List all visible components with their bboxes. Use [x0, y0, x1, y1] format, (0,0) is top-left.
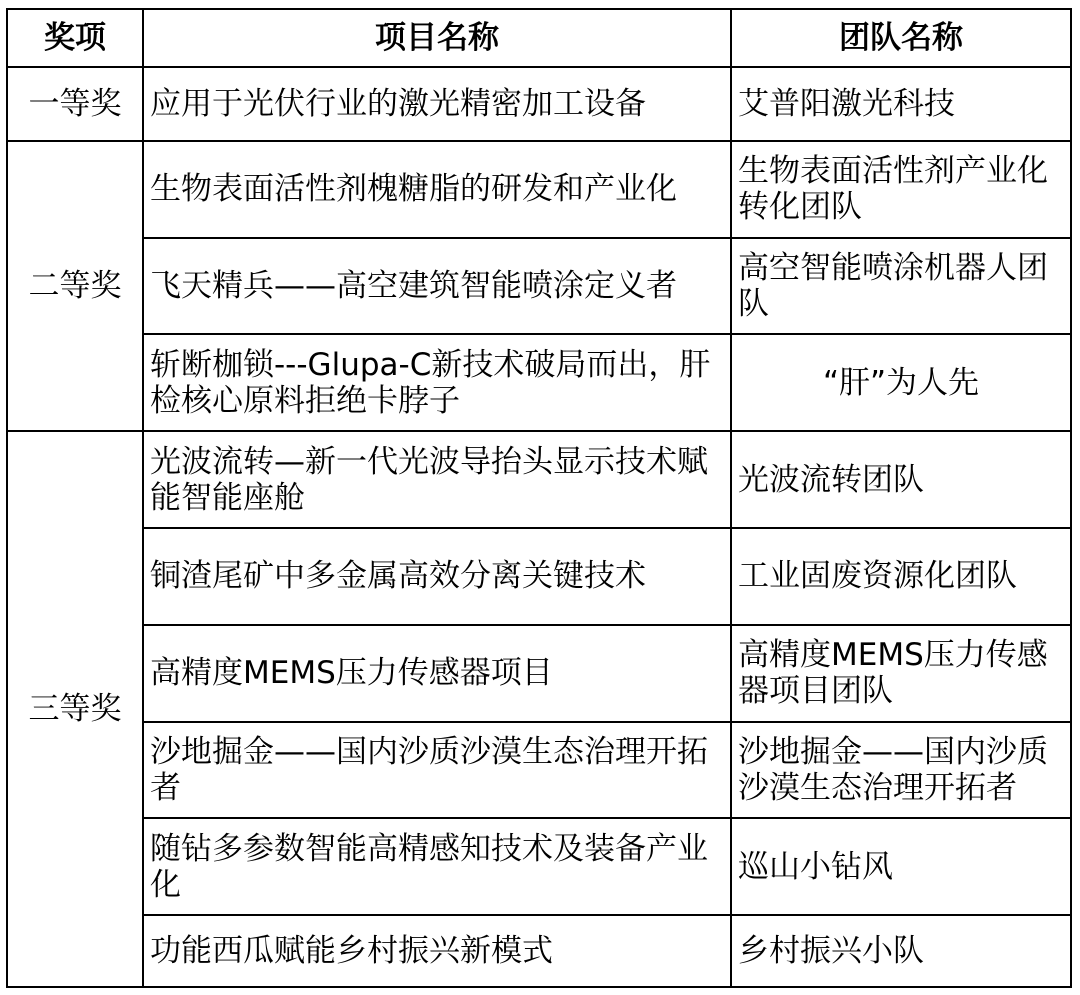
header-team: 团队名称 — [731, 9, 1071, 67]
team-name: 生物表面活性剂产业化转化团队 — [731, 141, 1071, 238]
header-prize: 奖项 — [7, 9, 143, 67]
project-name: 生物表面活性剂槐糖脂的研发和产业化 — [143, 141, 731, 238]
table-row — [7, 625, 1071, 722]
table-row — [7, 334, 1071, 431]
team-name: “肝”为人先 — [731, 334, 1071, 431]
team-name: 乡村振兴小队 — [731, 915, 1071, 987]
header-row — [7, 9, 1071, 67]
project-name: 铜渣尾矿中多金属高效分离关键技术 — [143, 528, 731, 625]
prize-second: 二等奖 — [7, 141, 143, 431]
project-name: 斩断枷锁---Glupa-C新技术破局而出，肝检核心原料拒绝卡脖子 — [143, 334, 731, 431]
project-name: 随钻多参数智能高精感知技术及装备产业化 — [143, 818, 731, 915]
award-table — [6, 8, 1072, 988]
project-name: 沙地掘金——国内沙质沙漠生态治理开拓者 — [143, 722, 731, 819]
project-name: 飞天精兵——高空建筑智能喷涂定义者 — [143, 238, 731, 335]
team-name: 高空智能喷涂机器人团队 — [731, 238, 1071, 335]
project-name: 应用于光伏行业的激光精密加工设备 — [143, 67, 731, 141]
team-name: 艾普阳激光科技 — [731, 67, 1071, 141]
table-row — [7, 431, 1071, 528]
table-row — [7, 141, 1071, 238]
team-name: 光波流转团队 — [731, 431, 1071, 528]
team-name: 工业固废资源化团队 — [731, 528, 1071, 625]
project-name: 高精度MEMS压力传感器项目 — [143, 625, 731, 722]
table-row — [7, 238, 1071, 335]
table-row — [7, 528, 1071, 625]
project-name: 光波流转—新一代光波导抬头显示技术赋能智能座舱 — [143, 431, 731, 528]
prize-third: 三等奖 — [7, 431, 143, 987]
table-row — [7, 818, 1071, 915]
project-name: 功能西瓜赋能乡村振兴新模式 — [143, 915, 731, 987]
header-project: 项目名称 — [143, 9, 731, 67]
team-name: 巡山小钻风 — [731, 818, 1071, 915]
table-row — [7, 915, 1071, 987]
team-name: 高精度MEMS压力传感器项目团队 — [731, 625, 1071, 722]
table-row — [7, 67, 1071, 141]
table-row — [7, 722, 1071, 819]
team-name: 沙地掘金——国内沙质沙漠生态治理开拓者 — [731, 722, 1071, 819]
prize-first: 一等奖 — [7, 67, 143, 141]
